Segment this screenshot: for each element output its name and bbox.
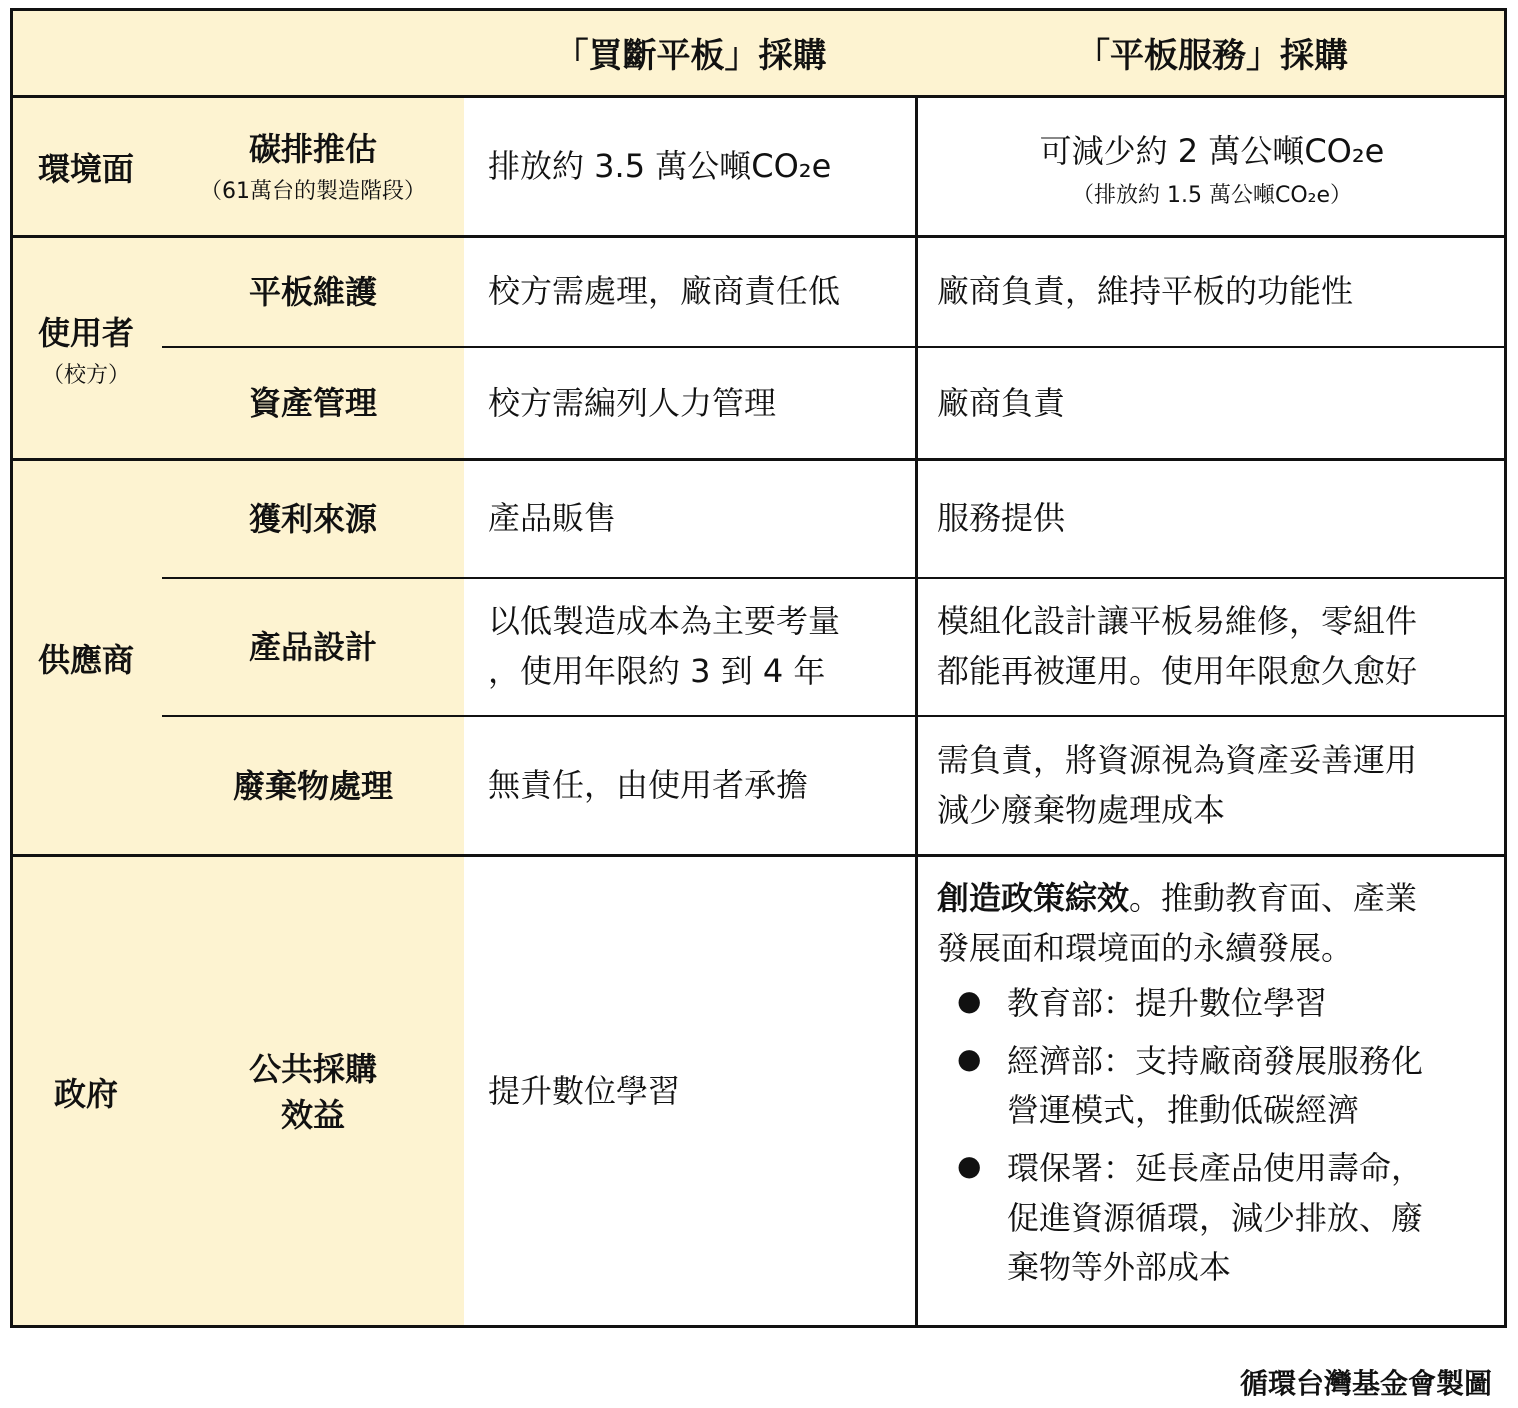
buy-profit-value: 產品販售	[488, 499, 617, 538]
buy-asset-value: 校方需編列人力管理	[488, 383, 777, 422]
border-supplier-bottom	[10, 854, 1507, 857]
border-right	[1504, 8, 1507, 1328]
bullet-icon: ●	[957, 984, 982, 1018]
service-procurement-line2: 發展面和環境面的永續發展。	[937, 928, 1354, 967]
criterion-carbon	[162, 97, 464, 237]
service-profit	[917, 460, 1507, 578]
service-design-line1: 模組化設計讓平板易維修，零組件	[937, 602, 1418, 641]
bullet-icon: ●	[957, 1148, 982, 1182]
service-profit-value: 服務提供	[937, 499, 1066, 538]
service-carbon	[917, 97, 1507, 237]
bullet-text: 營運模式，推動低碳經濟	[1007, 1091, 1360, 1130]
service-asset-value: 廠商負責	[937, 383, 1066, 422]
service-waste-line2: 減少廢棄物處理成本	[937, 791, 1226, 829]
list-item	[937, 979, 1423, 1029]
ministry-list	[937, 979, 1423, 1301]
service-carbon-note: （排放約 1.5 萬公噸CO₂e）	[1071, 182, 1352, 208]
bullet-text: 棄物等外部成本	[1007, 1248, 1232, 1287]
criterion-asset	[162, 347, 464, 460]
buy-waste	[464, 716, 917, 856]
criterion-design-label: 產品設計	[248, 627, 377, 666]
border-header-bottom	[10, 95, 1507, 98]
criterion-maintenance-label: 平板維護	[248, 272, 377, 311]
category-environment	[10, 97, 162, 237]
header-service	[917, 8, 1507, 97]
criterion-waste-label: 廢棄物處理	[232, 766, 393, 805]
criterion-carbon-label: 碳排推估	[248, 129, 377, 168]
criterion-procurement-line2: 效益	[280, 1096, 345, 1134]
buy-profit	[464, 460, 917, 578]
buy-carbon-value: 排放約 3.5 萬公噸CO₂e	[488, 147, 832, 186]
criterion-asset-label: 資產管理	[248, 384, 377, 423]
category-government	[10, 856, 162, 1328]
bullet-text: 教育部：提升數位學習	[1007, 984, 1328, 1023]
buy-design	[464, 578, 917, 716]
category-user-note: （校方）	[41, 363, 130, 388]
category-supplier-label: 供應商	[37, 641, 134, 679]
buy-maintenance-value: 校方需處理，廠商責任低	[488, 272, 841, 311]
criterion-procurement-line1: 公共採購	[248, 1049, 377, 1088]
criterion-carbon-note: （61萬台的製造階段）	[200, 179, 426, 205]
buy-design-line2: ，使用年限約 3 到 4 年	[488, 652, 826, 690]
criterion-maintenance	[162, 237, 464, 347]
criterion-design	[162, 578, 464, 716]
criterion-profit	[162, 460, 464, 578]
comparison-table	[10, 8, 1507, 1328]
criterion-waste	[162, 716, 464, 856]
category-user-label: 使用者	[37, 314, 134, 352]
border-user-bottom	[10, 458, 1507, 461]
criterion-profit-label: 獲利來源	[248, 499, 377, 538]
header-buy-label: 「買斷平板」採購	[554, 36, 827, 76]
header-buy	[464, 8, 917, 97]
list-item	[937, 1144, 1423, 1293]
border-bottom	[10, 1325, 1507, 1328]
service-design-line2: 都能再被運用。使用年限愈久愈好	[937, 652, 1418, 690]
bullet-text: 促進資源循環，減少排放、廢	[1007, 1198, 1424, 1237]
category-government-label: 政府	[53, 1075, 118, 1113]
border-profit-bottom	[162, 577, 1507, 579]
border-maintenance-bottom	[162, 346, 1507, 348]
buy-maintenance	[464, 237, 917, 347]
service-procurement-line1	[937, 874, 1417, 924]
header-service-label: 「平板服務」採購	[1076, 36, 1348, 76]
bullet-text: 經濟部：支持廠商發展服務化	[1007, 1041, 1424, 1080]
criterion-procurement	[162, 856, 464, 1328]
service-maintenance-value: 廠商負責，維持平板的功能性	[937, 272, 1354, 311]
category-user	[10, 237, 162, 460]
border-top	[10, 8, 1507, 11]
footer-credit: 循環台灣基金會製圖	[1239, 1367, 1492, 1400]
buy-carbon	[464, 97, 917, 237]
border-design-bottom	[162, 715, 1507, 717]
buy-waste-value: 無責任，由使用者承擔	[488, 766, 809, 805]
list-item	[937, 1037, 1423, 1136]
service-procurement-rest: 。推動教育面、產業	[1129, 879, 1418, 917]
buy-procurement	[464, 856, 917, 1328]
service-procurement-bold: 創造政策綜效	[937, 879, 1130, 917]
service-carbon-value: 可減少約 2 萬公噸CO₂e	[1039, 131, 1385, 170]
service-design	[917, 578, 1507, 716]
border-env-bottom	[10, 235, 1507, 238]
buy-procurement-value: 提升數位學習	[488, 1072, 681, 1111]
bullet-icon: ●	[957, 1041, 982, 1075]
service-waste-line1: 需負責，將資源視為資產妥善運用	[937, 741, 1418, 780]
bullet-text: 環保署：延長產品使用壽命，	[1007, 1148, 1424, 1187]
service-waste	[917, 716, 1507, 856]
buy-asset	[464, 347, 917, 460]
service-asset	[917, 347, 1507, 460]
service-procurement	[917, 856, 1507, 1328]
border-left	[10, 8, 13, 1328]
service-maintenance	[917, 237, 1507, 347]
buy-design-line1: 以低製造成本為主要考量	[488, 602, 841, 641]
category-environment-label: 環境面	[37, 150, 134, 188]
border-mid	[915, 95, 918, 1328]
category-supplier	[10, 460, 162, 856]
